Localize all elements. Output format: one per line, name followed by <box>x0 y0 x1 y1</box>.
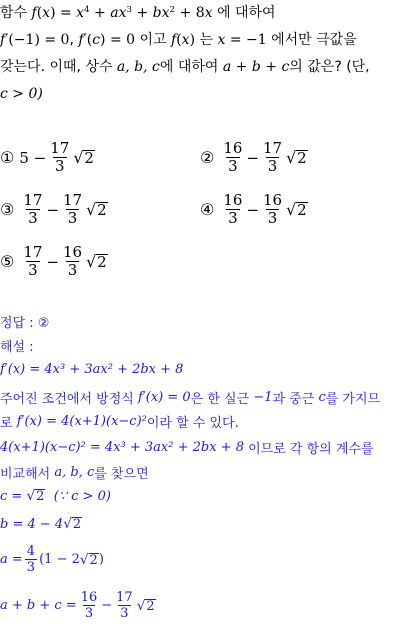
math: x <box>204 5 213 21</box>
math: bx <box>152 5 170 21</box>
minus: − <box>46 252 60 271</box>
math: = −1 <box>225 32 267 48</box>
text: 비교해서 <box>0 467 51 482</box>
numerator: 17 <box>116 590 133 605</box>
choice-1[interactable] <box>0 140 95 175</box>
math: ) <box>189 32 196 48</box>
radical-sign: √ <box>86 252 97 271</box>
problem-statement <box>0 0 398 108</box>
math: (∵ c > 0) <box>53 488 111 504</box>
numerator: 17 <box>63 191 83 209</box>
denominator: 3 <box>67 261 78 279</box>
fraction <box>21 192 44 227</box>
denominator: 3 <box>67 209 78 227</box>
text: 이므로 각 항의 계수를 <box>248 442 374 457</box>
math: x <box>217 32 226 48</box>
sqrt <box>86 252 108 271</box>
radicand: 2 <box>297 201 307 220</box>
radical-sign: √ <box>86 200 97 219</box>
math: 4 <box>84 5 90 16</box>
math: f′(x) = 0 <box>138 390 191 405</box>
math: ax <box>110 5 127 21</box>
numerator: 4 <box>26 544 36 559</box>
choice-2[interactable] <box>200 140 308 175</box>
math-identity: 4(x+1)(x−c)² = 4x³ + 3ax² + 2bx + 8 <box>0 440 244 455</box>
text: 는 <box>199 32 214 48</box>
denominator: 3 <box>228 209 238 227</box>
choice-mark: ① <box>0 148 15 167</box>
radical-sign: √ <box>286 200 297 219</box>
text: 로 <box>0 416 13 431</box>
math: + 8 <box>175 5 205 21</box>
numerator: 16 <box>263 191 283 209</box>
denominator: 3 <box>267 209 278 227</box>
denominator: 3 <box>26 560 36 575</box>
radicand: 2 <box>146 598 155 614</box>
choice-mark: ⑤ <box>0 252 15 271</box>
denominator: 3 <box>28 261 38 279</box>
denominator: 3 <box>84 606 94 621</box>
sqrt <box>63 516 82 532</box>
solution-line-7 <box>0 516 82 532</box>
fraction <box>61 192 84 227</box>
numerator: 16 <box>63 243 83 261</box>
math: f <box>78 32 84 48</box>
math: c <box>318 390 326 405</box>
math: f <box>171 32 177 48</box>
answer-text: 정답 : ② <box>0 316 50 331</box>
fraction <box>261 192 284 227</box>
radicand: 2 <box>97 201 107 220</box>
radicand: 2 <box>297 149 307 168</box>
solution-line-4 <box>0 438 374 457</box>
denominator: 3 <box>228 157 238 175</box>
math-vars: a, b, c <box>116 59 160 75</box>
text: 함수 <box>0 5 28 21</box>
text: 를 찾으면 <box>94 467 149 482</box>
math: ) <box>98 552 104 567</box>
radicand: 2 <box>97 253 107 272</box>
numerator: 17 <box>263 139 283 157</box>
radicand: 2 <box>36 489 45 505</box>
radicand: 2 <box>84 149 94 168</box>
radicand: 2 <box>89 552 98 568</box>
fraction <box>21 244 44 279</box>
solution-line-5 <box>0 463 149 482</box>
problem-line-1 <box>0 0 398 27</box>
explanation-label <box>0 336 34 355</box>
math: x <box>181 32 190 48</box>
fraction <box>221 192 244 227</box>
sqrt <box>137 598 156 614</box>
math: c = <box>0 488 23 504</box>
math: + <box>89 5 111 21</box>
math: ′( <box>83 32 93 48</box>
math: ( <box>36 5 43 21</box>
text: 이라 할 수 있다. <box>146 416 239 431</box>
numerator: 16 <box>223 191 243 209</box>
radical-sign: √ <box>79 551 89 568</box>
choice-mark: ② <box>200 148 215 167</box>
math-sum: a + b + c <box>222 59 290 75</box>
denominator: 3 <box>28 209 38 227</box>
choice-expression <box>19 192 107 227</box>
explanation-text: 해설 : <box>0 340 34 355</box>
numerator: 17 <box>23 243 43 261</box>
choice-mark: ③ <box>0 200 15 219</box>
math: x <box>42 5 51 21</box>
radical-sign: √ <box>136 597 146 614</box>
math: ( <box>176 32 182 48</box>
denominator: 3 <box>55 157 65 175</box>
math-derivative: f′(x) = 4x³ + 3ax² + 2bx + 8 <box>0 362 184 377</box>
choice-5[interactable] <box>0 244 108 279</box>
text: 에 대하여 <box>216 5 276 21</box>
choice-expression <box>19 140 95 175</box>
math: c <box>92 32 101 48</box>
sqrt <box>26 488 45 504</box>
solution-line-6 <box>0 488 111 504</box>
math-function-def: f <box>31 5 37 21</box>
text: 주어진 조건에서 방정식 <box>0 392 134 407</box>
numerator: 17 <box>50 139 70 157</box>
solution-line-9 <box>0 590 156 621</box>
choice-expression <box>219 192 307 227</box>
math: ) = <box>50 5 77 21</box>
math: ) = 0 <box>100 32 136 48</box>
fraction <box>261 140 284 175</box>
text: 이고 <box>139 32 167 48</box>
choice-3[interactable] <box>0 192 108 227</box>
text: 에 대하여 <box>159 59 219 75</box>
denominator: 3 <box>267 157 278 175</box>
math-condition: c > 0) <box>0 86 43 102</box>
math: −1 <box>253 390 273 405</box>
math: a + b + c = <box>0 598 77 613</box>
problem-line-2 <box>0 27 398 54</box>
math: 2 <box>169 5 176 16</box>
problem-line-3 <box>0 54 398 81</box>
choice-4[interactable] <box>200 192 308 227</box>
text: 를 가지므 <box>325 392 381 407</box>
minus: − <box>246 148 260 167</box>
math: + <box>132 5 153 21</box>
minus: − <box>46 200 60 219</box>
sqrt <box>286 200 308 219</box>
fraction <box>221 140 244 175</box>
separator: , <box>69 32 74 48</box>
solution-line-2 <box>0 388 380 407</box>
text: 갖는다. 이때, 상수 <box>0 59 113 75</box>
numerator: 16 <box>80 590 98 605</box>
math: a = <box>0 552 23 567</box>
text: 과 중근 <box>272 392 315 407</box>
choice-expression <box>219 140 307 175</box>
sqrt <box>73 148 95 167</box>
math: 3 <box>126 5 133 16</box>
math: f <box>0 32 6 48</box>
solution-line-1 <box>0 362 183 377</box>
minus: − <box>246 200 260 219</box>
numerator: 16 <box>223 139 243 157</box>
radical-sign: √ <box>63 516 72 532</box>
denominator: 3 <box>120 606 129 621</box>
sqrt <box>86 200 108 219</box>
math: f′(x) = 4(x+1)(x−c)² <box>16 414 147 429</box>
math: ′(−1) = 0 <box>5 32 70 48</box>
fraction <box>79 590 100 621</box>
math: b = 4 − 4 <box>0 516 64 532</box>
sqrt <box>286 148 308 167</box>
fraction <box>114 590 135 621</box>
answer-label <box>0 312 49 331</box>
choice-lead: 5 − <box>19 148 47 167</box>
text: 에서만 극값을 <box>271 32 357 48</box>
text: 은 한 실근 <box>190 392 250 407</box>
solution-line-3 <box>0 412 239 431</box>
problem-line-4 <box>0 81 398 108</box>
minus: − <box>101 598 113 613</box>
radical-sign: √ <box>73 148 84 167</box>
numerator: 17 <box>23 191 43 209</box>
math: a, b, c <box>54 465 95 480</box>
choice-mark: ④ <box>200 200 215 219</box>
math: (1 − 2 <box>39 552 80 567</box>
radicand: 2 <box>72 517 82 533</box>
fraction <box>25 544 37 575</box>
math: x <box>76 5 85 21</box>
fraction <box>61 244 84 279</box>
radical-sign: √ <box>286 148 297 167</box>
sqrt <box>80 552 99 568</box>
text: 의 값은? (단, <box>289 59 370 75</box>
choice-expression <box>19 244 107 279</box>
radical-sign: √ <box>26 488 36 504</box>
fraction <box>48 140 71 175</box>
solution-line-8 <box>0 544 104 575</box>
